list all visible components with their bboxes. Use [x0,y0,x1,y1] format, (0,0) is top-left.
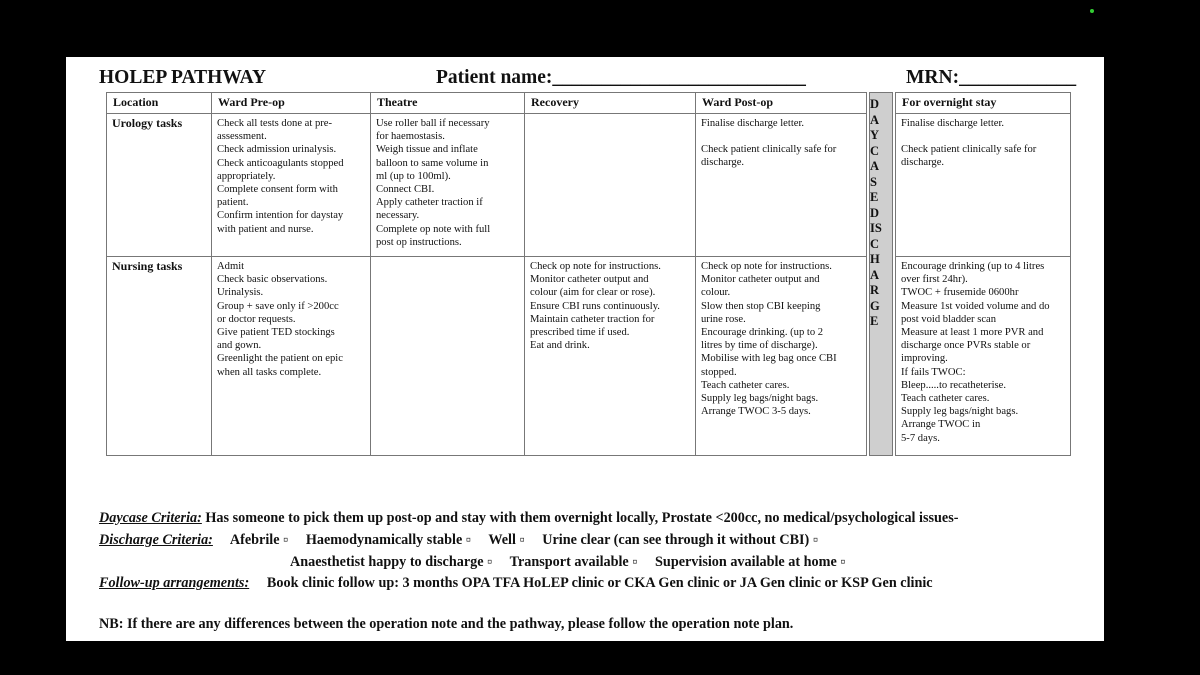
cell-line: Give patient TED stockings [217,327,335,339]
cell-line: Maintain catheter traction for [530,313,655,325]
cell-line: for haemostasis. [376,131,445,143]
form-title: HOLEP PATHWAY [99,67,267,88]
cell-line [901,130,1065,143]
cell-line: when all tasks complete. [217,366,322,378]
daycase-discharge-letter: H [870,252,880,266]
cell-line: Weigh tissue and inflate [376,144,478,156]
cell-line: TWOC + frusemide 0600hr [901,287,1019,299]
cell-line: Check op note for instructions. [701,261,832,272]
cell-line: If fails TWOC: [901,366,966,378]
cell-line [701,130,861,143]
row-label-urology: Urology tasks [107,114,212,257]
cell-line: or doctor requests. [217,313,296,325]
cell-line: Check patient clinically safe for [701,144,837,156]
nursing-recovery [525,257,696,456]
nursing-ward-postop [696,257,867,456]
cell-line: urine rose. [701,313,746,325]
cell-line: Monitor catheter output and [530,274,649,286]
cell-line: Measure 1st voided volume and do [901,300,1050,312]
cell-line: Monitor catheter output and [701,274,820,286]
follow-up-text: Book clinic follow up: 3 months OPA TFA HoLEP clinic or CKA Gen clinic or JA Gen clinic or KSP Gen clinic [266,575,933,591]
cell-line: Arrange TWOC 3-5 days. [701,406,811,418]
cell-line: Confirm intention for daystay [217,210,344,222]
cell-line: assessment. [217,131,267,143]
daycase-discharge-letter: C [870,236,880,251]
col-ward-postop: Ward Post-op [696,93,867,114]
cell-line: Finalise discharge letter. [701,118,805,129]
cell-line: Supply leg bags/night bags. [901,406,1019,418]
cell-line: ml (up to 100ml). [376,170,451,182]
daycase-discharge-letter: S [870,174,877,189]
cell-line: Finalise discharge letter. [901,118,1005,129]
daycase-criteria-label: Daycase Criteria: [99,510,202,526]
cell-line: Supply leg bags/night bags. [701,393,819,405]
col-recovery: Recovery [525,93,696,114]
cell-line: Slow then stop CBI keeping [701,300,821,312]
cell-line: litres by time of discharge). [701,340,818,352]
cell-line: Check admission urinalysis. [217,144,337,156]
cell-line: Check basic observations. [217,274,328,286]
table-row-nursing [107,257,1071,456]
cell-line: Teach catheter cares. [901,393,990,405]
urology-overnight [896,114,1071,257]
urology-theatre [371,114,525,257]
col-overnight: For overnight stay [896,93,1071,114]
cell-line: patient. [217,197,249,209]
nursing-overnight [896,257,1071,456]
daycase-discharge-letter: IS [870,221,882,235]
follow-up-label: Follow-up arrangements: [99,575,250,591]
form-header [66,67,1104,93]
cell-line: Group + save only if >200cc [217,300,339,312]
patient-name-field: Patient name:__________________________ [436,67,806,88]
cell-line: Check op note for instructions. [530,261,661,272]
daycase-discharge-letter: G [870,298,880,313]
nb-note: NB: If there are any differences between the operation note and the pathway, please follow the operation note plan. [99,616,794,632]
daycase-discharge-letter: Y [870,128,880,142]
nursing-ward-preop [212,257,371,456]
cell-line: Urinalysis. [217,287,264,299]
urology-ward-postop [696,114,867,257]
daycase-discharge-letter: A [870,159,880,173]
cell-line: Check patient clinically safe for [901,144,1037,156]
cell-line: discharge. [701,157,745,169]
criterion-afebrile: Afebrile ▫ [229,532,289,548]
document-page [66,57,1104,641]
cell-line: prescribed time if used. [530,327,630,339]
cell-line: Use roller ball if necessary [376,118,490,129]
cell-line: over first 24hr). [901,274,968,286]
cell-line: Encourage drinking. (up to 2 [701,327,824,339]
cell-line: Ensure CBI runs continuously. [530,300,660,312]
cell-line: Complete consent form with [217,184,338,196]
col-theatre: Theatre [371,93,525,114]
table-header-row [107,93,1071,114]
cell-line: discharge once PVRs stable or [901,340,1031,352]
daycase-discharge-letter: D [870,205,880,220]
table-row-urology [107,114,1071,257]
criterion-supervision-available: Supervision available at home ▫ [655,554,846,570]
cell-line: Encourage drinking (up to 4 litres [901,261,1045,272]
row-label-nursing: Nursing tasks [107,257,212,456]
cell-line: balloon to same volume in [376,157,489,169]
urology-ward-preop [212,114,371,257]
daycase-criteria-text: Has someone to pick them up post-op and stay with them overnight locally, Prostate <200cc, no medical/psychological issues- [205,510,959,526]
cell-line: post op instructions. [376,236,462,248]
cell-line: with patient and nurse. [217,223,314,235]
col-location: Location [107,93,212,114]
cell-line: discharge. [901,157,945,169]
cell-line: 5-7 days. [901,432,940,444]
pathway-table [106,92,1071,456]
cell-line: colour. [701,287,731,299]
criterion-urine-clear: Urine clear (can see through it without CBI) ▫ [542,532,818,548]
mrn-field: MRN:____________ [906,67,1077,88]
cell-line: appropriately. [217,170,276,182]
cell-line: Complete op note with full [376,223,491,235]
cell-line: Check anticoagulants stopped [217,157,344,169]
daycase-discharge-letter: D [870,97,880,111]
cell-line: Teach catheter cares. [701,379,790,391]
cell-line: Apply catheter traction if [376,197,483,209]
daycase-discharge-letter: R [870,283,880,297]
criterion-haemodynamically-stable: Haemodynamically stable ▫ [305,532,471,548]
discharge-criteria-line-2 [290,554,845,571]
cell-line: and gown. [217,340,262,352]
cell-line: necessary. [376,210,420,222]
cell-line: improving. [901,353,948,365]
urology-recovery [525,114,696,257]
cell-line: Connect CBI. [376,184,435,196]
col-ward-preop: Ward Pre-op [212,93,371,114]
cell-line: Measure at least 1 more PVR and [901,327,1044,339]
discharge-criteria-label: Discharge Criteria: [99,532,213,548]
criterion-transport-available: Transport available ▫ [509,554,638,570]
daycase-discharge-letter: E [870,190,879,204]
criterion-anaesthetist-happy: Anaesthetist happy to discharge ▫ [290,554,493,570]
discharge-criteria [99,532,818,549]
cell-line: stopped. [701,366,737,378]
cell-line: colour (aim for clear or rose). [530,287,656,299]
daycase-discharge-letter: A [870,267,880,282]
daycase-discharge-letter: A [870,112,880,127]
daycase-discharge-label [870,93,892,330]
criterion-well: Well ▫ [488,532,525,548]
daycase-criteria [99,510,958,527]
cell-line: Eat and drink. [530,340,590,352]
cell-line: Admit [217,261,245,272]
cell-line: Greenlight the patient on epic [217,353,343,365]
cell-line: Mobilise with leg bag once CBI [701,353,837,365]
status-dot [1090,9,1094,13]
daycase-discharge-letter: C [870,143,880,158]
cell-line: post void bladder scan [901,313,997,325]
nursing-theatre [371,257,525,456]
cell-line: Check all tests done at pre- [217,118,333,129]
daycase-discharge-letter: E [870,314,879,328]
cell-line: Arrange TWOC in [901,419,981,431]
cell-line: Bleep.....to recatheterise. [901,379,1007,391]
follow-up-arrangements [99,575,933,592]
daycase-discharge-bar [870,93,893,456]
